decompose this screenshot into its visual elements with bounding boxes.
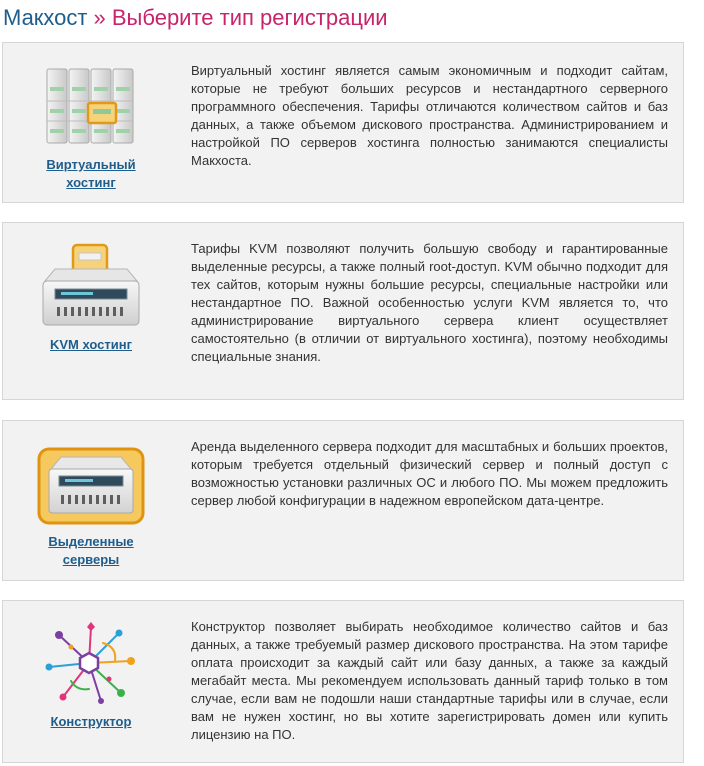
hosting-option-kvm (2, 222, 684, 400)
dedicated-servers-description: Аренда выделенного сервера подходит для масштабных и больших проектов, которым требуется отдельный физический сервер и полный доступ с возможностью установки различных ОС и любого ПО. Мы можем предложить сервер любой конфигурации в надежном европейском дата-центре. (191, 439, 668, 508)
constructor-description: Конструктор позволяет выбирать необходимое количество сайтов и баз данных, а также требуемый размер дискового пространства. На этом тарифе оплата происходит за каждый сайт или базу данных, а также за каждый мегабайт места. Мы рекомендуем использовать данный тариф только в том случае, если вам не подошли наши стандартные тарифы или в случае, если вам не нужен хостинг, но вы хотите зарегистрировать домен или купить лицензию на ПО. (191, 619, 668, 742)
constructor-link[interactable]: Конструктор (50, 714, 132, 729)
hosting-option-constructor (2, 600, 684, 763)
breadcrumb-current: Выберите тип регистрации (111, 5, 388, 30)
server-rack-icon[interactable] (31, 65, 151, 147)
kvm-hosting-description: Тарифы KVM позволяют получить большую свободу и гарантированные выделенные ресурсы, а также полный root-доступ. KVM обычно подходит для тех сайтов, которым нужны большие ресурсы, специальные настройки или нестандартное ПО. Важной особенностью услуги KVM является то, что администрирование виртуального сервера клиент осуществляет самостоятельно (в отличии от виртуального хостинга), поэтому необходимы специальные знания. (191, 241, 668, 364)
dedicated-server-icon[interactable] (31, 445, 151, 527)
kvm-server-icon[interactable] (31, 243, 151, 329)
hosting-option-virtual (2, 42, 684, 203)
hosting-option-dedicated (2, 420, 684, 581)
breadcrumb-separator: » (93, 5, 106, 30)
kvm-hosting-link[interactable]: KVM хостинг (49, 337, 133, 352)
virtual-hosting-link[interactable]: Виртуальный хостинг (46, 157, 136, 190)
dedicated-servers-link[interactable]: Выделенные серверы (48, 534, 134, 567)
constructor-icon[interactable] (31, 617, 151, 707)
virtual-hosting-description: Виртуальный хостинг является самым экономичным и подходит сайтам, которые не требуют больших ресурсов и нестандартного серверного программного обеспечения. Тарифы отличаются количеством сайтов и баз данных, а также объемом дискового пространства. Администрированием и настройкой ПО серверов хостинга полностью занимаются специалисты Макхоста. (191, 63, 668, 168)
breadcrumb-home-link[interactable]: Макхост (3, 5, 88, 30)
page-title (3, 4, 388, 32)
